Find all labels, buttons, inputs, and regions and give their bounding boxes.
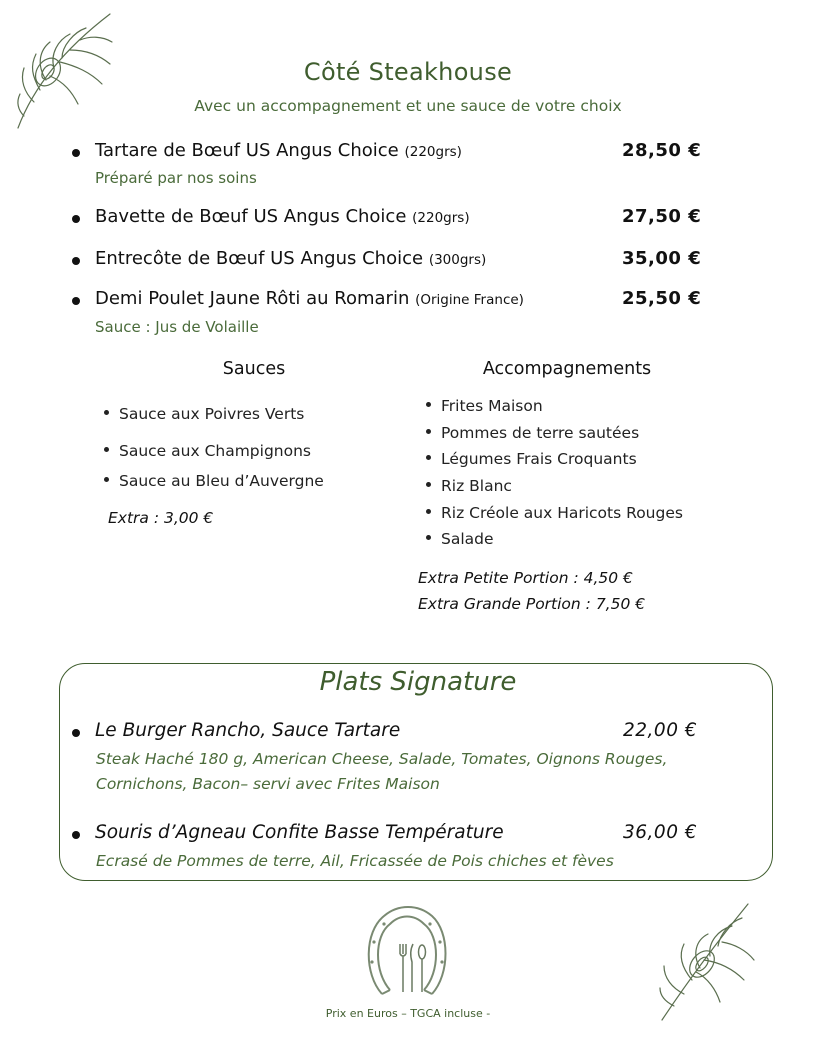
dish-description: Ecrasé de Pommes de terre, Ail, Fricassée de Pois chiches et fèves xyxy=(96,852,614,870)
dish-quantity: (300grs) xyxy=(428,252,487,268)
dish-description: Préparé par nos soins xyxy=(95,169,257,187)
bullet xyxy=(72,215,80,223)
dish-name: Demi Poulet Jaune Rôti au Romarin xyxy=(95,288,410,309)
dish-quantity: (220grs) xyxy=(404,144,462,160)
bullet xyxy=(72,149,80,157)
dish-name: Bavette de Bœuf US Angus Choice xyxy=(95,206,407,227)
list-item: Sauce aux Poivres Verts xyxy=(104,405,304,423)
dish-price: 25,50 € xyxy=(622,288,702,309)
dish-name: Le Burger Rancho, Sauce Tartare xyxy=(95,720,401,741)
footer-note: Prix en Euros – TGCA incluse - xyxy=(325,1007,491,1020)
list-item: Sauce au Bleu d’Auvergne xyxy=(104,472,324,490)
dish-description: Sauce : Jus de Volaille xyxy=(95,318,259,336)
page-title: Côté Steakhouse xyxy=(303,58,513,86)
list-item: Riz Blanc xyxy=(426,477,512,495)
bullet xyxy=(72,257,80,265)
dish-description: Steak Haché 180 g, American Cheese, Salade, Tomates, Oignons Rouges, xyxy=(96,750,668,768)
accompagnements-heading: Accompagnements xyxy=(482,359,652,379)
dish-price: 27,50 € xyxy=(622,206,702,227)
sauces-extra-price: Extra : 3,00 € xyxy=(108,509,214,527)
dish-quantity: (220grs) xyxy=(412,210,470,226)
dish-price: 36,00 € xyxy=(623,822,698,843)
list-item: Sauce aux Champignons xyxy=(104,442,311,460)
dish-name: Tartare de Bœuf US Angus Choice xyxy=(95,140,399,161)
bullet xyxy=(72,831,80,839)
signature-item xyxy=(72,720,712,744)
sauces-heading: Sauces xyxy=(222,359,286,379)
list-item: Frites Maison xyxy=(426,397,543,415)
list-item: Salade xyxy=(426,530,494,548)
dish-quantity: (Origine France) xyxy=(415,292,524,308)
list-item: Légumes Frais Croquants xyxy=(426,450,637,468)
page-subtitle: Avec un accompagnement et une sauce de votre choix xyxy=(194,97,622,115)
list-item: Pommes de terre sautées xyxy=(426,424,639,442)
dish-price: 22,00 € xyxy=(623,720,698,741)
menu-item xyxy=(72,206,712,230)
horseshoe-cutlery-logo xyxy=(362,902,452,1000)
menu-item xyxy=(72,288,712,312)
dish-name: Entrecôte de Bœuf US Angus Choice xyxy=(95,248,424,269)
extra-large-portion-price: Extra Grande Portion : 7,50 € xyxy=(418,595,646,613)
dish-name: Souris d’Agneau Confite Basse Température xyxy=(95,822,504,843)
list-item: Riz Créole aux Haricots Rouges xyxy=(426,504,683,522)
signature-item xyxy=(72,822,712,846)
dish-price: 35,00 € xyxy=(622,248,702,269)
signature-title: Plats Signature xyxy=(319,667,517,697)
bullet xyxy=(72,297,80,305)
extra-small-portion-price: Extra Petite Portion : 4,50 € xyxy=(418,569,633,587)
menu-item xyxy=(72,140,712,164)
dish-description: Cornichons, Bacon– servi avec Frites Maison xyxy=(96,775,440,793)
dish-price: 28,50 € xyxy=(622,140,702,161)
bullet xyxy=(72,729,80,737)
menu-item xyxy=(72,248,712,272)
